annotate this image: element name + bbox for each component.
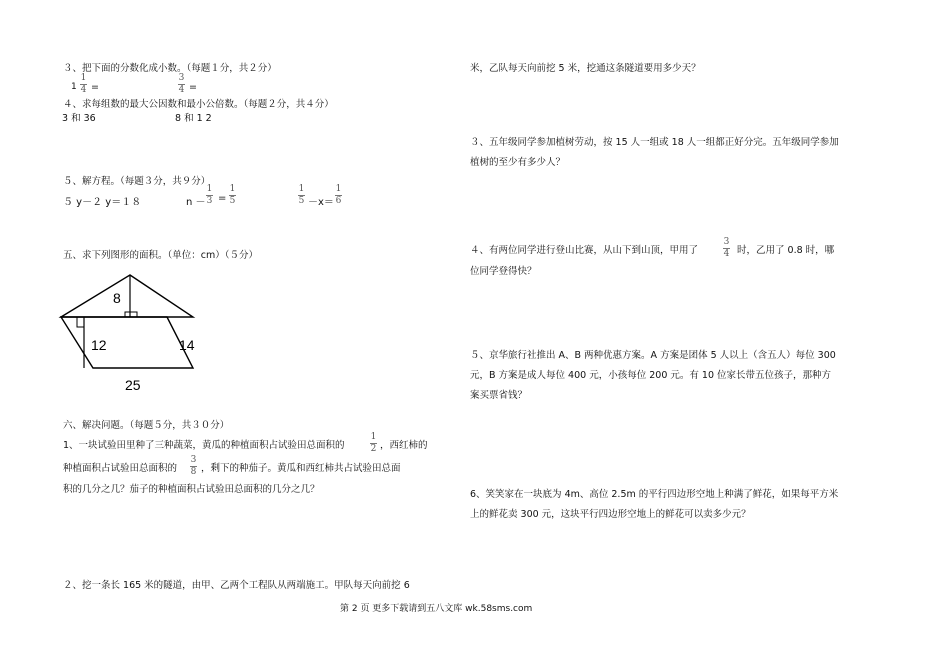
r-p3: ３、五年级同学参加植树劳动，按 15 人一组或 18 人一组都正好分完。五年级同学参加植树的至少有多少人？ [470,137,839,168]
s6-p1-line1a: 1、一块试验田里种了三种蔬菜，黄瓜的种植面积占试验田总面积的 [63,440,345,451]
q3-title: ３、把下面的分数化成小数。（每题１分，共２分） [63,63,277,74]
q5-eq3-fraction-b: 1 6 [335,184,342,206]
q3-fraction-2: 3 4 [178,73,185,95]
r-p4-a: ４、有两位同学进行登山比赛，从山下到山顶，甲用了 [470,245,699,256]
q5-title: ５、解方程。（每题３分，共９分） [63,176,211,187]
s6-p2: ２、挖一条长 165 米的隧道，由甲、乙两个工程队从两端施工。甲队每天向前挖 6 [63,580,410,591]
q3-fraction-1: 1 4 [80,73,87,95]
q5-eq3-fraction-a: 1 5 [298,184,305,206]
q5-eq2-lead: n － [186,197,206,208]
r-p4-fraction: 3 4 [723,237,730,259]
s5-title: 五、求下列图形的面积。（单位：cm）（５分） [63,250,258,261]
q5-eq3-mid: －x＝ [308,197,334,208]
page-footer: 第 2 页 更多下载请到五八文库 wk.58sms.com [340,604,533,614]
s6-p1-fraction-1: 1 2 [370,432,377,454]
q5-equation-1: ５ y－２ y＝１８ [63,197,142,208]
label-height-8: 8 [113,290,121,306]
label-base-25: 25 [125,377,141,390]
trapezoid-figure [55,270,205,390]
q3-equals-1: = [91,82,99,93]
label-side-14: 14 [179,337,195,353]
s6-p1-fraction-2: 3 8 [190,455,197,477]
right-angle-mark-top [125,312,137,317]
right-angle-mark-left [77,317,84,327]
label-height-12: 12 [91,337,107,353]
triangle-outline [61,275,193,317]
r-p2-continued: 米，乙队每天向前挖 5 米，挖通这条隧道要用多少天？ [470,63,701,74]
r-p5: ５、京华旅行社推出 A、B 两种优惠方案。A 方案是团体 5 人以上（含五人）每位 300 元，B 方案是成人每位 400 元，小孩每位 200 元。有 10 位家长带五位孩子，那种方案买票省钱？ [470,350,836,401]
s6-p1-line3: 积的几分之几？茄子的种植面积占试验田总面积的几分之几？ [63,484,320,495]
s6-p1-line2b: ，剩下的种茄子。黄瓜和西红柿共占试验田总面 [201,463,401,474]
r-p4-b: 时，乙用了 0.8 时，哪 [737,245,835,256]
q3-equals-2: = [189,82,197,93]
q4-pair-1: 3 和 36 [62,113,96,124]
s6-p1-line2a: 种植面积占试验田总面积的 [63,463,178,474]
q4-pair-2: 8 和 1 2 [175,113,212,124]
parallelogram-outline [61,317,193,368]
q4-title: ４、求每组数的最大公因数和最小公倍数。（每题２分，共４分） [63,99,334,110]
r-p6: 6、笑笑家在一块底为 4m、高位 2.5m 的平行四边形空地上种满了鲜花，如果每平方米上的鲜花卖 300 元，这块平行四边形空地上的鲜花可以卖多少元？ [470,489,839,520]
s6-title: 六、解决问题。（每题５分，共３０分） [63,420,230,431]
q5-eq2-fraction-a: 1 3 [206,184,213,206]
s6-p1-line1b: ，西红柿的 [380,440,428,451]
r-p4-c: 位同学登得快？ [470,266,537,277]
q3-whole: 1 [71,82,77,92]
q5-eq2-fraction-b: 1 5 [229,184,236,206]
q5-eq2-equals: = [218,193,227,204]
